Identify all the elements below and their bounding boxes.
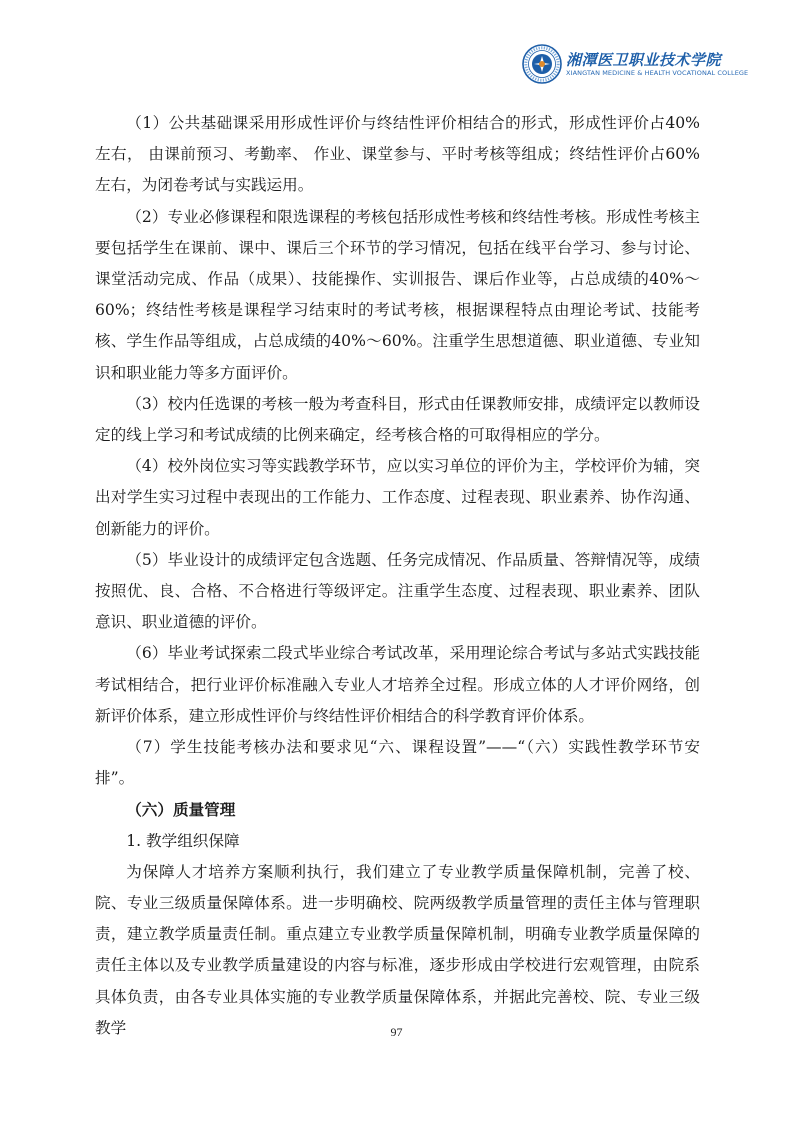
paragraph-assessment-2: （2）专业必修课程和限选课程的考核包括形成性考核和终结性考核。形成性考核主要包括学生在课前、课中、课后三个环节的学习情况，包括在线平台学习、参与讨论、课堂活动完成、作品（成果）、技能操作、实训报告、课后作业等，占总成绩的40%～60%；终结性考核是课程学习结束时的考试考核，根据课程特点由理论考试、技能考核、学生作品等组成，占总成绩的40%～60%。注重学生思想道德、职业道德、专业知识和职业能力等多方面评价。 bbox=[95, 207, 700, 382]
college-name-en: XIANGTAN MEDICINE & HEALTH VOCATIONAL COLLEGE bbox=[566, 68, 749, 77]
college-seal-icon bbox=[522, 44, 562, 84]
paragraph-assessment-1: （1）公共基础课采用形成性评价与终结性评价相结合的形式，形成性评价占40%左右， 由课前预习、考勤率、 作业、课堂参与、平时考核等组成；终结性评价占60%左右，为闭卷考试与实践运用。 bbox=[95, 114, 700, 195]
page-number: 97 bbox=[390, 1025, 403, 1039]
paragraph-assessment-7: （7）学生技能考核办法和要求见“六、课程设置”——“（六）实践性教学环节安排”。 bbox=[95, 738, 700, 788]
college-name-cn: 湘潭医卫职业技术学院 bbox=[566, 50, 722, 69]
paragraph-assessment-6: （6）毕业考试探索二段式毕业综合考试改革，采用理论综合考试与多站式实践技能考试相结合，把行业评价标准融入专业人才培养全过程。形成立体的人才评价网络，创新评价体系，建立形成性评价与终结性评价相结合的科学教育评价体系。 bbox=[95, 644, 700, 725]
paragraph-assessment-3: （3）校内任选课的考核一般为考查科目，形式由任课教师安排，成绩评定以教师设定的线上学习和考试成绩的比例来确定，经考核合格的可取得相应的学分。 bbox=[95, 394, 700, 445]
section-heading: （六）质量管理 bbox=[126, 800, 236, 820]
document-body bbox=[95, 108, 700, 1044]
paragraph-assessment-4: （4）校外岗位实习等实践教学环节，应以实习单位的评价为主，学校评价为辅，突出对学生实习过程中表现出的工作能力、工作态度、过程表现、职业素养、协作沟通、创新能力的评价。 bbox=[95, 457, 700, 538]
paragraph-assessment-5: （5）毕业设计的成绩评定包含选题、任务完成情况、作品质量、答辩情况等，成绩按照优、良、合格、不合格进行等级评定。注重学生态度、过程表现、职业素养、团队意识、职业道德的评价。 bbox=[95, 550, 700, 632]
subheading: 1. 教学组织保障 bbox=[126, 831, 240, 850]
college-logo bbox=[522, 42, 770, 86]
paragraph-quality-assurance: 为保障人才培养方案顺利执行，我们建立了专业教学质量保障机制，完善了校、院、专业三级质量保障体系。进一步明确校、院两级教学质量管理的责任主体与管理职责，建立教学质量责任制。重点建立专业教学质量保障机制，明确专业教学质量保障的责任主体以及专业教学质量建设的内容与标准，逐步形成由学校进行宏观管理，由院系具体负责，由各专业具体实施的专业教学质量保障体系，并据此完善校、院、专业三级教学 bbox=[95, 862, 700, 1037]
